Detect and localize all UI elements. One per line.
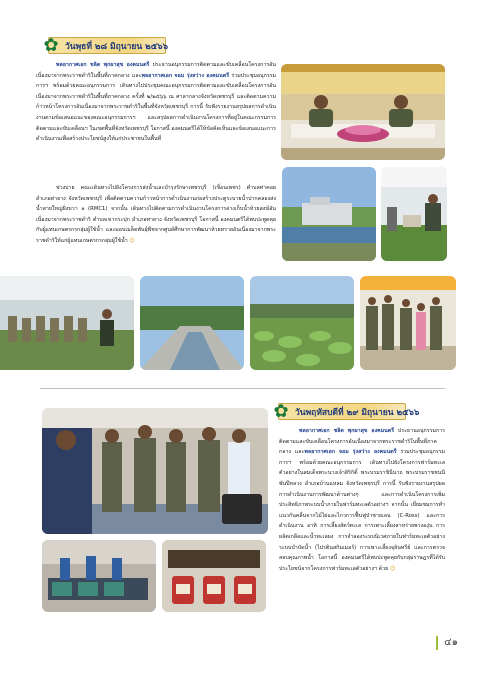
section-divider <box>40 388 445 389</box>
photo-inspection-image <box>42 408 268 534</box>
date-banner-2 <box>273 401 420 422</box>
photo-group-officials-image <box>360 276 456 370</box>
paragraph-text: ประธานอนุกรรมการติดตามและขับเคลื่อนโครงการอันเนื่องมาจากพระราชดำริในพื้นที่ภาคกลาง และ <box>36 62 276 79</box>
paragraph-text: ประธานอนุกรรมการติดตามและขับเคลื่อนโครงการอันเนื่องมาจากพระราชดำริในพื้นที่ภาคกลาง และ <box>279 428 445 456</box>
photo-dam-image <box>282 167 376 261</box>
photo-salt-products-image <box>162 540 266 612</box>
privy-councillor-name-1: พลอากาศเอก ชลิต พุกผาสุข องคมนตรี <box>56 62 150 68</box>
date-label-2: วันพฤหัสบดีที่ ๒๙ มิถุนายน ๒๕๖๖ <box>295 407 420 418</box>
photo-inspection <box>42 408 268 534</box>
smile-icon: ☺ <box>129 237 135 244</box>
photo-salt-products <box>162 540 266 612</box>
photo-aquaculture-tanks-image <box>42 540 156 612</box>
paragraph-text: ร่วมประชุมอนุกรรมการฯ พร้อมด้วยคณะอนุกรรมการ เดินทางไปยังโครงการฟาร์มทะเลตัวอย่างในสมเด็จพระนางเจ้าสิริกิติ์ พระบรมราชินีนาถ พระบรมราชชนนีพันปีหลวง อำเภอบ้านแหลม จังหวัดเพชรบุรี การนี้ รับฟังรายงานสรุปผลการดำเนินงานการพัฒนาด้านต่างๆ และการดำเนินโครงการเพิ่มประสิทธิภาพระบบน้ำภายในฟาร์มทะเลตัวอย่างฯ จากนั้น เยี่ยมชมการทำแนวกันคลื่นจากไม้ไผ่และไกวการฟื้นฟูป่าชายเลน (C-Ross) และการดำเนินงาน อาทิ การเลี้ยงสัตว์ทะเล การเพาะเลี้ยงสาหร่ายพวงองุ่น การผลิตเกลือและน้ำทะเลผง การจำลองระบบนิเวศภายในฟาร์มทะเลตัวอย่าง ระบบบำบัดน้ำ (ไปรตินสกิมเมอร์) การเพาะเลี้ยงจุลินทรีย์ และการตรวจสอบคุณภาพน้ำ โอกาสนี้ องคมนตรีได้พบปะพูดคุยกับกลุ่มราษฎรที่ได้รับประโยชน์จากโครงการฟาร์มทะเลตัวอย่างฯ ด้วย <box>279 449 445 572</box>
date-label-1: วันพุธที่ ๒๘ มิถุนายน ๒๕๖๖ <box>65 41 168 52</box>
photo-ceremony <box>0 276 134 370</box>
section1-paragraph-1 <box>36 60 276 178</box>
privy-councillor-name-2: พลอากาศเอก จอม รุ่งสว่าง องคมนตรี <box>304 449 397 456</box>
photo-ceremony-image <box>0 276 134 370</box>
photo-group-officials <box>360 276 456 370</box>
flower-icon: ✿ <box>43 35 59 56</box>
photo-outdoor-meeting <box>381 167 447 261</box>
privy-councillor-name-1: พลอากาศเอก ชลิต พุกผาสุข องคมนตรี <box>299 428 395 434</box>
photo-meeting <box>281 64 445 160</box>
photo-farmland-image <box>250 276 354 370</box>
photo-dam <box>282 167 376 261</box>
privy-councillor-name-2: พลอากาศเอก จอม รุ่งสว่าง องคมนตรี <box>141 72 230 79</box>
paragraph-text: ช่วงบ่าย คณะเดินทางไปยังโครงการส่งน้ำและบำรุงรักษาเพชรบุรี (เขื่อนเพชร) ตำบลท่าคอย อำเภอท่ายาง จังหวัดเพชรบุรี เพื่อติดตามความก้าวหน้าการดำเนินงานก่อสร้างประตูระบายน้ำปากคลองส่งน้ำสายใหญ่ฝั่งขวา ๑ (RMC1) จากนั้น เดินทางไปติดตามการดำเนินงานโครงการอ่างเก็บน้ำห้วยสงฆ์อันเนื่องมาจากพระราชดำริ ตำบลเขากระปุก อำเภอท่ายาง จังหวัดเพชรบุรี โอกาสนี้ องคมนตรีได้พบปะพูดคุยกับผู้แทนเกษตรกรกลุ่มผู้ใช้น้ำ และมอบเมล็ดพันธุ์พืชจากศูนย์ศึกษาการพัฒนาห้วยทรายอันเนื่องมาจากพระราชดำริให้แก่ผู้แทนเกษตรกรกลุ่มผู้ใช้น้ำ <box>36 185 276 244</box>
page-number: ๔๑ <box>436 636 458 650</box>
section1-paragraph-2 <box>36 183 276 263</box>
smile-icon: ☺ <box>389 565 396 572</box>
photo-meeting-image <box>281 64 445 160</box>
date-banner-1 <box>43 35 168 56</box>
photo-aquaculture-tanks <box>42 540 156 612</box>
section2-paragraph <box>279 426 445 608</box>
photo-canal-image <box>140 276 244 370</box>
photo-outdoor-meeting-image <box>381 167 447 261</box>
photo-farmland <box>250 276 354 370</box>
photo-canal <box>140 276 244 370</box>
paragraph-text: ร่วมประชุมอนุกรรมการฯ พร้อมด้วยคณะอนุกรรมการ เดินทางไปประชุมคณะอนุกรรมการติดตามและขับเคลื่อนโครงการอันเนื่องมาจากพระราชดำริในพื้นที่ภาคกลาง ครั้งที่ ๒/๒๕๖๖ ณ ศาลากลางจังหวัดเพชรบุรี และติดตามความก้าวหน้าโครงการอันเนื่องมาจากพระราชดำริในพื้นที่จังหวัดเพชรบุรี การนี้ รับฟังรายงานสรุปผลการดำเนินงานตามข้อเสนอแนะของคณะอนุกรรมการฯ และสรุปผลการดำเนินงานโครงการที่อยู่ในคณะกรรมการติดตามและขับเคลื่อนฯ ในเขตพื้นที่จังหวัดเพชรบุรี โอกาสนี้ องคมนตรีได้ให้ข้อคิดเห็นและข้อเสนอแนะการดำเนินงานเพื่อสร้างประโยชน์สูงให้แก่ประชาชนในพื้นที่ <box>36 72 276 143</box>
flower-icon: ✿ <box>273 401 289 422</box>
